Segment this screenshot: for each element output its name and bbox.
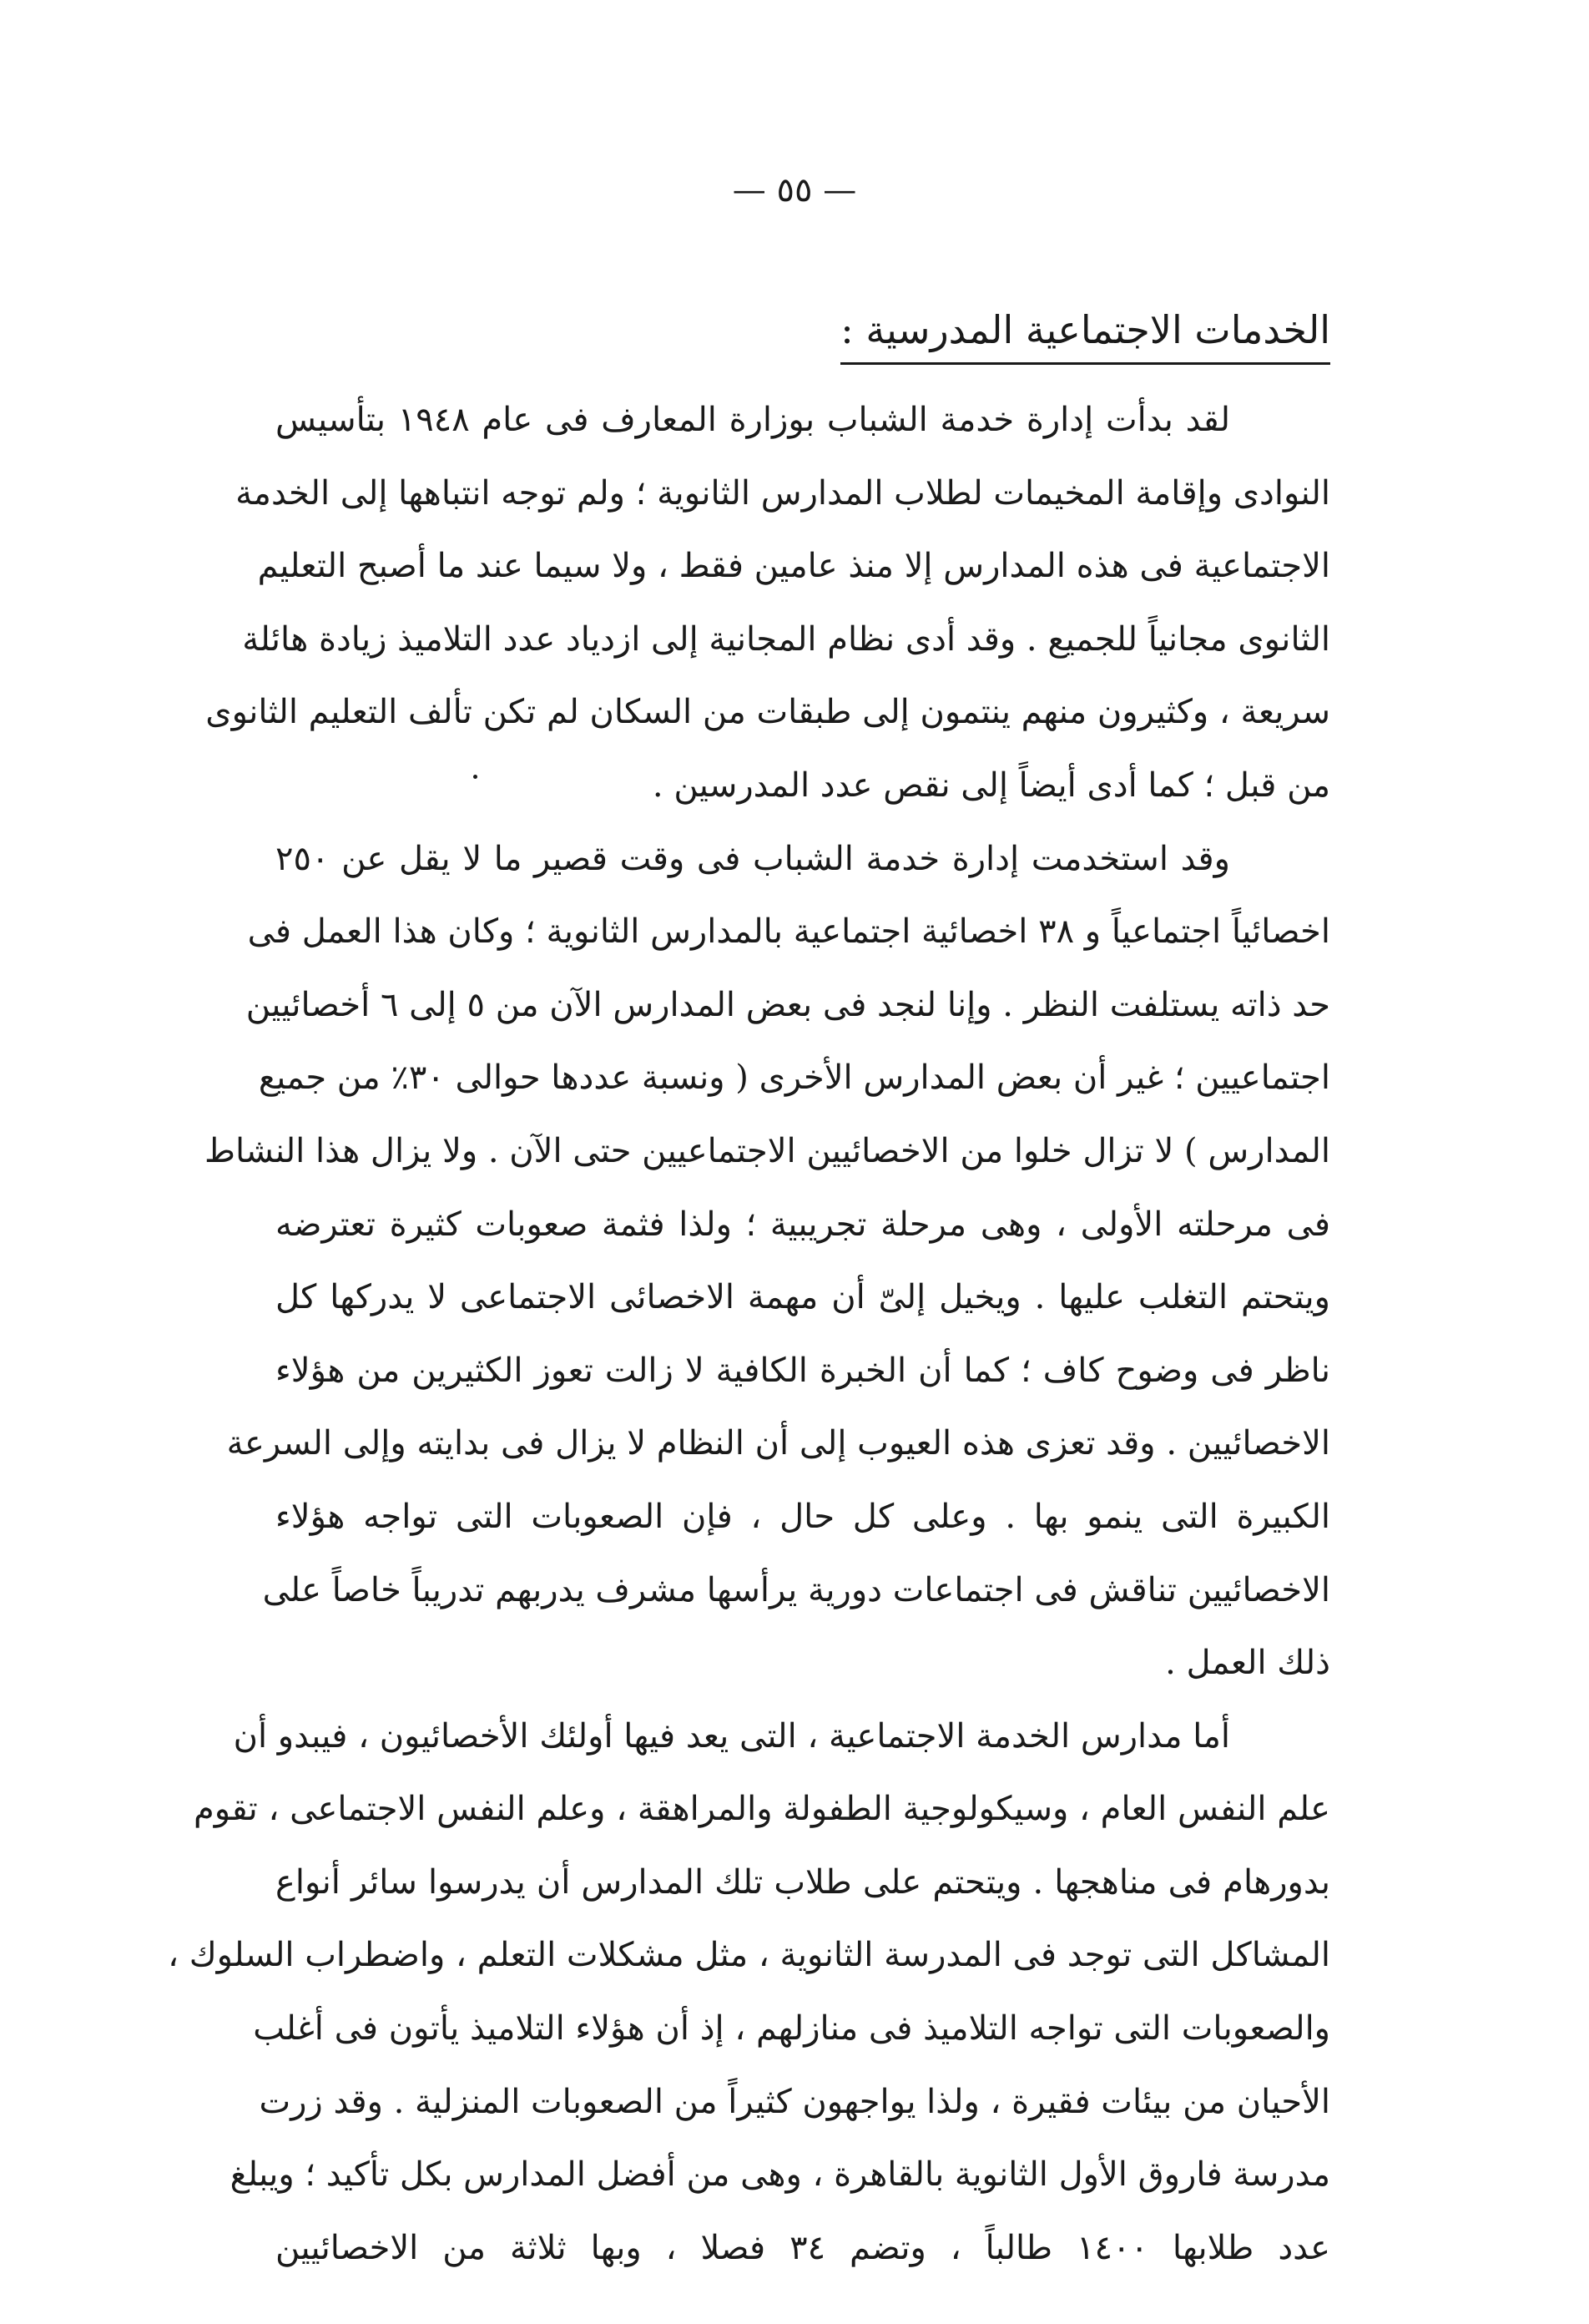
text-line: الثانوى مجانياً للجميع . وقد أدى نظام المجانية إلى ازدياد عدد التلاميذ زيادة هائلة (242, 619, 1330, 659)
text-line: عدد طلابها ١٤٠٠ طالباً ، وتضم ٣٤ فصلا ، وبها ثلاثة من الاخصائيين (275, 2228, 1330, 2267)
text-line: من قبل ؛ كما أدى أيضاً إلى نقص عدد المدرسين . (652, 765, 1330, 805)
text-line: المشاكل التى توجد فى المدرسة الثانوية ، مثل مشكلات التعلم ، واضطراب السلوك ، (168, 1936, 1330, 1975)
text-line: أما مدارس الخدمة الاجتماعية ، التى يعد فيها أولئك الأخصائيون ، فيبدو أن (233, 1716, 1230, 1756)
text-line: علم النفس العام ، وسيكولوجية الطفولة والمراهقة ، وعلم النفس الاجتماعى ، تقوم (194, 1790, 1330, 1829)
section-heading-block (275, 301, 1330, 365)
text-line: حد ذاته يستلفت النظر . وإنا لنجد فى بعض المدارس الآن من ٥ إلى ٦ أخصائيين (245, 985, 1330, 1024)
page-number: — ٥٥ — (732, 171, 857, 210)
text-line: الاخصائيين تناقش فى اجتماعات دورية يرأسها مشرف يدربهم تدريباً خاصاً على (262, 1570, 1330, 1609)
text-line: النوادى وإقامة المخيمات لطلاب المدارس الثانوية ؛ ولم توجه انتباهها إلى الخدمة (235, 473, 1330, 513)
text-line: مدرسة فاروق الأول الثانوية بالقاهرة ، وهى من أفضل المدارس بكل تأكيد ؛ ويبلغ (230, 2155, 1330, 2195)
body-text (168, 384, 1330, 2285)
text-line: ناظر فى وضوح كاف ؛ كما أن الخبرة الكافية لا زالت تعوز الكثيرين من هؤلاء (275, 1351, 1330, 1390)
text-line: وقد استخدمت إدارة خدمة الشباب فى وقت قصير ما لا يقل عن ٢٥٠ (275, 839, 1230, 878)
text-line: فى مرحلته الأولى ، وهى مرحلة تجريبية ؛ ولذا فثمة صعوبات كثيرة تعترضه (275, 1205, 1330, 1244)
section-heading: الخدمات الاجتماعية المدرسية : (840, 301, 1330, 365)
text-line: اجتماعيين ؛ غير أن بعض المدارس الأخرى ( ونسبة عددها حوالى ٣٠٪ من جميع (258, 1058, 1330, 1098)
text-line: المدارس ) لا تزال خلوا من الاخصائيين الاجتماعيين حتى الآن . ولا يزال هذا النشاط (204, 1131, 1330, 1170)
text-line: اخصائياً اجتماعياً و ٣٨ اخصائية اجتماعية بالمدارس الثانوية ؛ وكان هذا العمل فى (247, 912, 1330, 952)
text-line: ذلك العمل . (1165, 1644, 1330, 1683)
text-line: سريعة ، وكثيرون منهم ينتمون إلى طبقات من السكان لم تكن تألف التعليم الثانوى (205, 693, 1330, 732)
text-line: والصعوبات التى تواجه التلاميذ فى منازلهم ، إذ أن هؤلاء التلاميذ يأتون فى أغلب (253, 2009, 1330, 2049)
text-line: الأحيان من بيئات فقيرة ، ولذا يواجهون كثيراً من الصعوبات المنزلية . وقد زرت (259, 2082, 1330, 2121)
text-line: الاخصائيين . وقد تعزى هذه العيوب إلى أن النظام لا يزال فى بدايته وإلى السرعة (226, 1424, 1330, 1463)
text-line: بدورهام فى مناهجها . ويتحتم على طلاب تلك المدارس أن يدرسوا سائر أنواع (275, 1862, 1330, 1902)
text-line: الاجتماعية فى هذه المدارس إلا منذ عامين فقط ، ولا سيما عند ما أصبح التعليم (257, 547, 1330, 586)
text-line: ويتحتم التغلب عليها . ويخيل إلىّ أن مهمة الاخصائى الاجتماعى لا يدركها كل (275, 1278, 1330, 1317)
ink-speck (473, 775, 477, 779)
text-line: الكبيرة التى ينمو بها . وعلى كل حال ، فإن الصعوبات التى تواجه هؤلاء (275, 1497, 1330, 1536)
text-line: لقد بدأت إدارة خدمة الشباب بوزارة المعارف فى عام ١٩٤٨ بتأسيس (275, 401, 1231, 439)
